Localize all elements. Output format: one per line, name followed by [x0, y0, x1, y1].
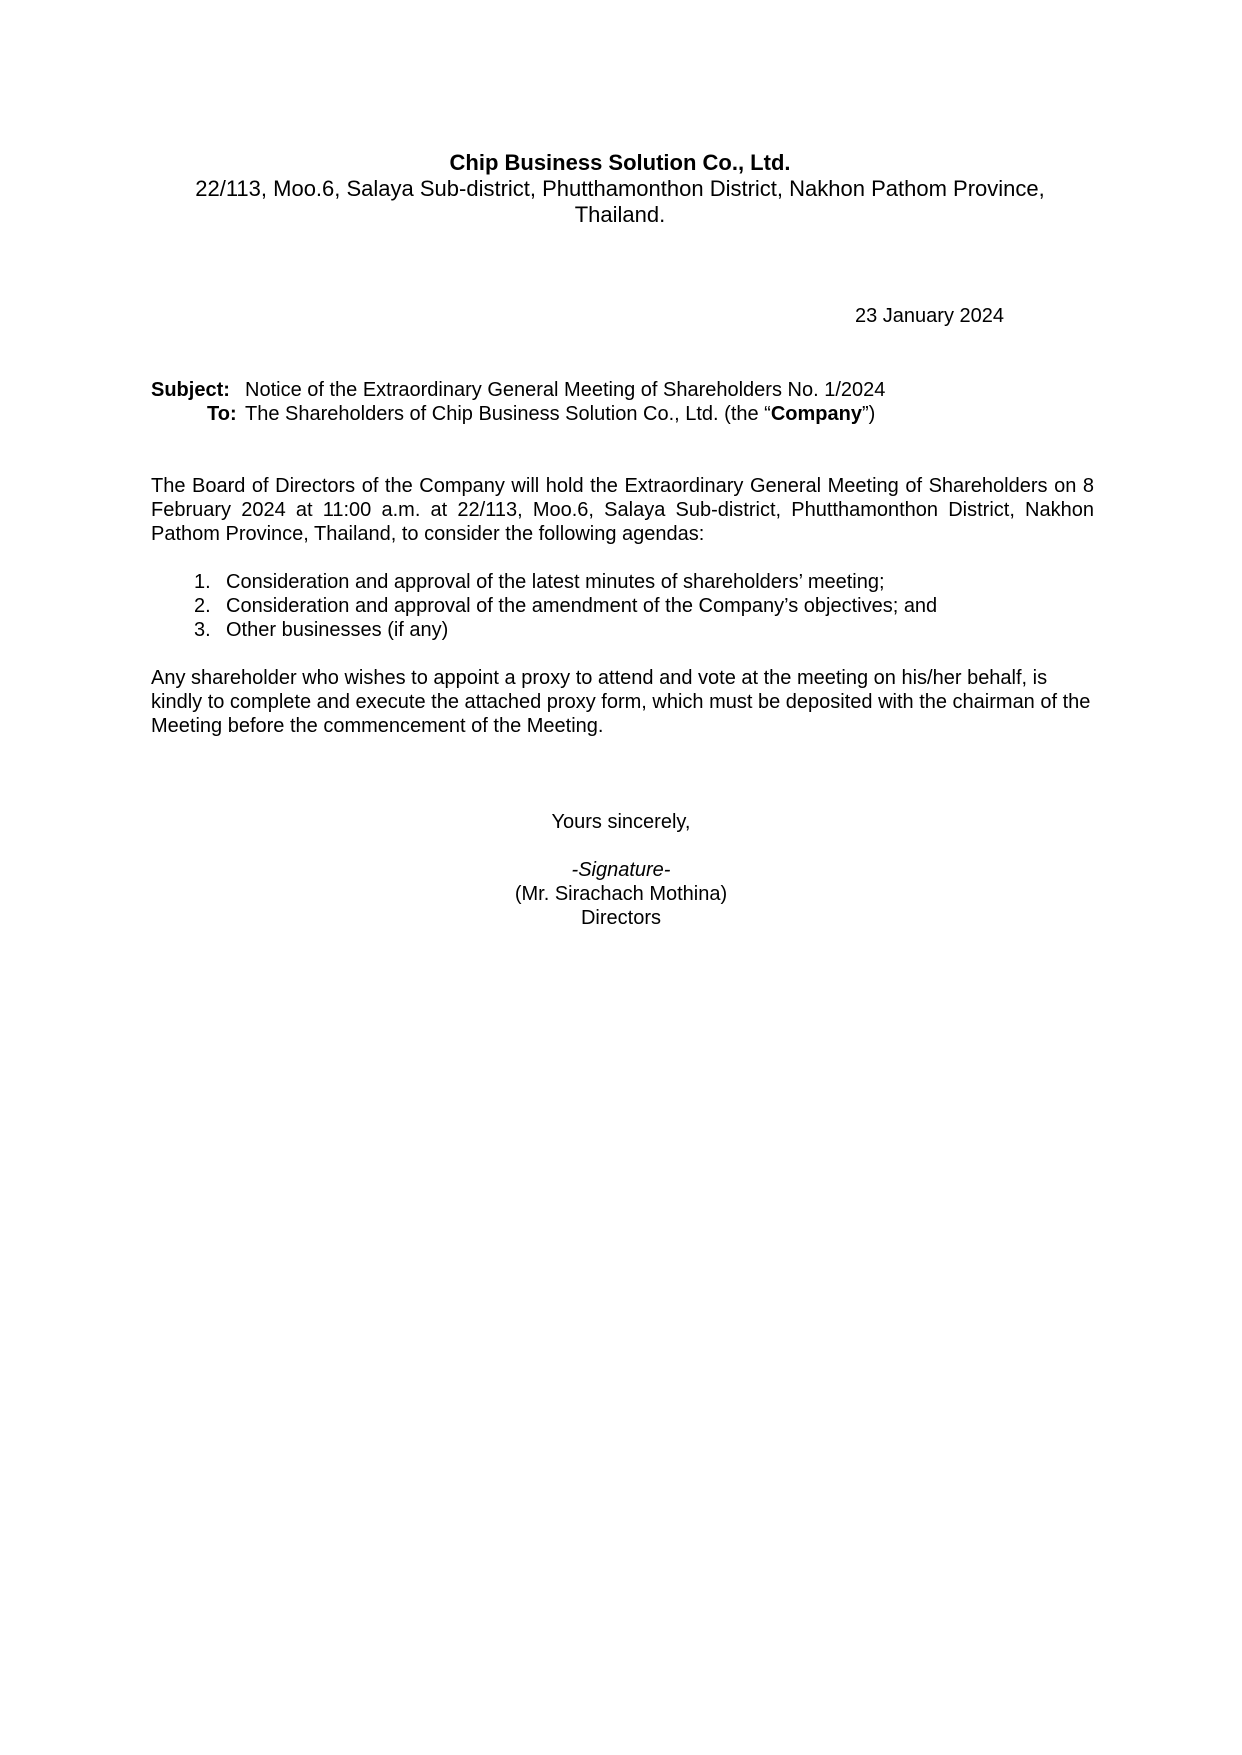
subject-label: Subject: — [151, 379, 230, 401]
agenda-item — [151, 618, 1094, 642]
agenda-text: Consideration and approval of the latest minutes of shareholders’ meeting; — [226, 571, 885, 593]
agenda-item — [151, 570, 1094, 594]
agenda-number: 1. — [194, 571, 211, 593]
signature-block — [421, 858, 821, 930]
signatory-name: (Mr. Sirachach Mothina) — [514, 883, 728, 905]
company-name: Chip Business Solution Co., Ltd. — [449, 150, 791, 175]
agenda-number: 2. — [194, 595, 211, 617]
agenda-item — [151, 594, 1094, 618]
to-text-before: The Shareholders of Chip Business Solution Co., Ltd. (the “ — [245, 403, 771, 425]
agenda-number: 3. — [194, 619, 211, 641]
letterhead — [150, 150, 1090, 228]
closing-salutation: Yours sincerely, — [551, 811, 691, 833]
to-text-company: Company — [770, 403, 862, 425]
subject-text: Notice of the Extraordinary General Meeting of Shareholders No. 1/2024 — [245, 379, 886, 401]
proxy-paragraph: Any shareholder who wishes to appoint a proxy to attend and vote at the meeting on his/her behalf, is kindly to complete and execute the attached proxy form, which must be deposited with the chairman of the Meeting before the commencement of the Meeting. — [151, 667, 1091, 737]
subject-row — [151, 378, 1101, 402]
to-row — [151, 402, 1101, 426]
subject-block — [151, 378, 1101, 426]
signatory-title: Directors — [580, 907, 661, 929]
signature: -Signature- — [571, 859, 671, 881]
company-address-line-2: Thailand. — [574, 202, 666, 227]
to-label: To: — [207, 403, 237, 425]
agenda-text: Consideration and approval of the amendment of the Company’s objectives; and — [226, 595, 938, 617]
agenda-list — [151, 570, 1094, 642]
to-text-after: ”) — [861, 403, 876, 425]
agenda-text: Other businesses (if any) — [226, 619, 449, 641]
company-address-line-1: 22/113, Moo.6, Salaya Sub-district, Phutthamonthon District, Nakhon Pathom Province, — [195, 176, 1045, 201]
letter-date: 23 January 2024 — [854, 305, 1004, 327]
meeting-notice-paragraph: The Board of Directors of the Company will hold the Extraordinary General Meeting of Shareholders on 8 February 2024 at 11:00 a.m. at 22/113, Moo.6, Salaya Sub-district, Phutthamonthon District, Nakhon Pathom Province, Thailand, to consider the following agendas: — [151, 475, 1094, 545]
